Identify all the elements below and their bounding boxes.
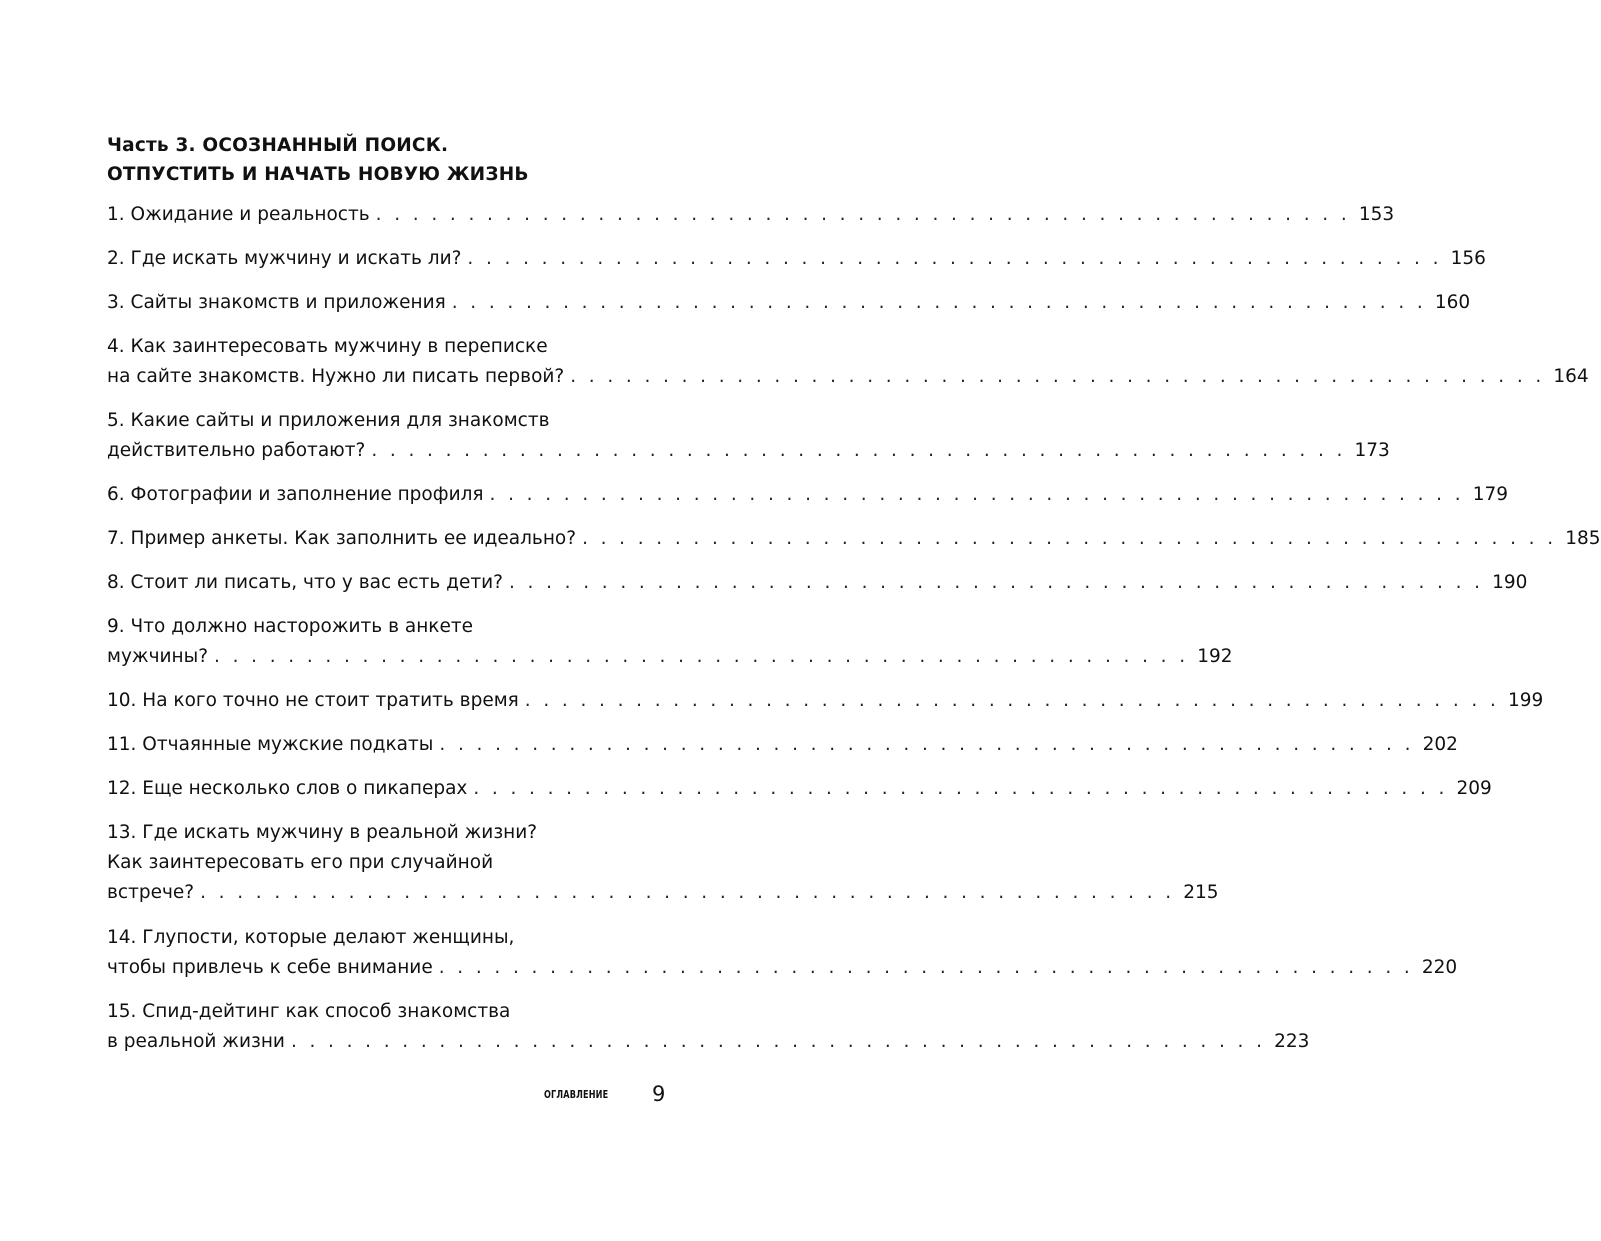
toc-entry-last-line <box>107 953 1458 983</box>
dot-leader: . . . . . . . . . . . . . . . . . . . . . . . . . . . . . . . . . . . . . . . . . . . . . . . . . . . . . <box>438 957 1414 978</box>
toc-entry-title: встрече? <box>107 882 195 903</box>
dot-leader: . . . . . . . . . . . . . . . . . . . . . . . . . . . . . . . . . . . . . . . . . . . . . . . . . . . . . <box>375 204 1351 225</box>
part-heading <box>107 131 707 189</box>
toc-entry-title: 15. Спид-дейтинг как способ знакомства <box>107 1001 511 1022</box>
toc-entry <box>107 774 1492 804</box>
toc-page-number: 192 <box>1197 646 1233 667</box>
toc-entry-title: 3. Сайты знакомств и приложения <box>107 292 446 313</box>
toc-entry <box>107 288 1471 318</box>
dot-leader: . . . . . . . . . . . . . . . . . . . . . . . . . . . . . . . . . . . . . . . . . . . . . . . . . . . . . <box>290 1031 1266 1052</box>
toc-entry-title: 13. Где искать мужчину в реальной жизни? <box>107 822 538 843</box>
toc-entry <box>107 568 1528 598</box>
running-footer-label: ОГЛАВЛЕНИЕ <box>544 1088 609 1101</box>
toc-entry <box>107 524 1601 554</box>
toc-entry-last-line <box>107 436 1390 466</box>
dot-leader: . . . . . . . . . . . . . . . . . . . . . . . . . . . . . . . . . . . . . . . . . . . . . . . . . . . . . <box>524 690 1500 711</box>
toc-entry-title: 11. Отчаянные мужские подкаты <box>107 734 434 755</box>
toc-entry-title: мужчины? <box>107 646 209 667</box>
part-heading-line-2: ОТПУСТИТЬ И НАЧАТЬ НОВУЮ ЖИЗНЬ <box>107 164 529 185</box>
toc-entry-line <box>107 612 667 642</box>
toc-entry <box>107 406 1390 466</box>
toc-entry <box>107 332 1589 392</box>
toc-page-number: 202 <box>1422 734 1458 755</box>
dot-leader: . . . . . . . . . . . . . . . . . . . . . . . . . . . . . . . . . . . . . . . . . . . . . . . . . . . . . <box>570 366 1545 387</box>
toc-entry-line <box>107 848 667 878</box>
toc-page-number: 156 <box>1450 248 1486 269</box>
toc-entry-last-line <box>107 480 1509 510</box>
toc-page-number: 173 <box>1354 440 1390 461</box>
toc-entry-last-line <box>107 878 1219 908</box>
toc-entry-line <box>107 997 667 1027</box>
toc-entry <box>107 200 1395 230</box>
toc-entry-title: 2. Где искать мужчину и искать ли? <box>107 248 462 269</box>
dot-leader: . . . . . . . . . . . . . . . . . . . . . . . . . . . . . . . . . . . . . . . . . . . . . . . . . . . . . <box>451 292 1427 313</box>
toc-entry-last-line <box>107 686 1544 716</box>
dot-leader: . . . . . . . . . . . . . . . . . . . . . . . . . . . . . . . . . . . . . . . . . . . . . . . . . . . . . <box>582 528 1557 549</box>
toc-entry-last-line <box>107 200 1395 230</box>
toc-entry <box>107 997 1310 1057</box>
dot-leader: . . . . . . . . . . . . . . . . . . . . . . . . . . . . . . . . . . . . . . . . . . . . . . . . . . . . . <box>371 440 1346 461</box>
toc-page-number: 209 <box>1456 778 1492 799</box>
toc-page-number: 220 <box>1421 957 1458 978</box>
toc-entry-last-line <box>107 568 1528 598</box>
toc-page-number: 223 <box>1274 1031 1310 1052</box>
toc-entry-last-line <box>107 524 1601 554</box>
toc-page-number: 153 <box>1358 204 1395 225</box>
toc-entry-title: 10. На кого точно не стоит тратить время <box>107 690 519 711</box>
toc-entry <box>107 686 1544 716</box>
toc-entry-title: 7. Пример анкеты. Как заполнить ее идеально? <box>107 528 577 549</box>
dot-leader: . . . . . . . . . . . . . . . . . . . . . . . . . . . . . . . . . . . . . . . . . . . . . . . . . . . . . <box>467 248 1442 269</box>
toc-entry-title: чтобы привлечь к себе внимание <box>107 957 433 978</box>
dot-leader: . . . . . . . . . . . . . . . . . . . . . . . . . . . . . . . . . . . . . . . . . . . . . . . . . . . . . <box>200 882 1175 903</box>
toc-page-number: 160 <box>1434 292 1471 313</box>
dot-leader: . . . . . . . . . . . . . . . . . . . . . . . . . . . . . . . . . . . . . . . . . . . . . . . . . . . . . <box>489 484 1465 505</box>
toc-entry-last-line <box>107 244 1486 274</box>
toc-page-number: 215 <box>1183 882 1219 903</box>
toc-entry-last-line <box>107 642 1233 672</box>
toc-entry <box>107 244 1486 274</box>
toc-entry-title: 8. Стоит ли писать, что у вас есть дети? <box>107 572 503 593</box>
toc-entry-title: на сайте знакомств. Нужно ли писать первой? <box>107 366 565 387</box>
toc-page-number: 164 <box>1553 366 1589 387</box>
toc-entry-line <box>107 406 667 436</box>
dot-leader: . . . . . . . . . . . . . . . . . . . . . . . . . . . . . . . . . . . . . . . . . . . . . . . . . . . . . <box>439 734 1414 755</box>
toc-entry <box>107 923 1458 983</box>
toc-entry <box>107 818 1219 908</box>
dot-leader: . . . . . . . . . . . . . . . . . . . . . . . . . . . . . . . . . . . . . . . . . . . . . . . . . . . . . <box>214 646 1189 667</box>
toc-page-number: 190 <box>1492 572 1528 593</box>
toc-entry-title: 5. Какие сайты и приложения для знакомств <box>107 410 550 431</box>
toc-entry-title: Как заинтересовать его при случайной <box>107 852 494 873</box>
toc-entry-title: в реальной жизни <box>107 1031 285 1052</box>
part-heading-line-1: Часть 3. ОСОЗНАННЫЙ ПОИСК. <box>107 135 449 156</box>
page-number: 9 <box>652 1082 666 1106</box>
dot-leader: . . . . . . . . . . . . . . . . . . . . . . . . . . . . . . . . . . . . . . . . . . . . . . . . . . . . . <box>508 572 1484 593</box>
dot-leader: . . . . . . . . . . . . . . . . . . . . . . . . . . . . . . . . . . . . . . . . . . . . . . . . . . . . . <box>473 778 1448 799</box>
toc-entry-title: 6. Фотографии и заполнение профиля <box>107 484 484 505</box>
toc-entry-title: 12. Еще несколько слов о пикаперах <box>107 778 468 799</box>
toc-entry-last-line <box>107 362 1589 392</box>
toc-entry-title: 1. Ожидание и реальность <box>107 204 370 225</box>
toc-entry-line <box>107 923 667 953</box>
toc-page-number: 199 <box>1507 690 1544 711</box>
toc-entry-last-line <box>107 288 1471 318</box>
toc-entry <box>107 612 1233 672</box>
toc-entry <box>107 480 1509 510</box>
toc-entry <box>107 730 1458 760</box>
toc-entry-last-line <box>107 774 1492 804</box>
toc-entry-title: 9. Что должно насторожить в анкете <box>107 616 474 637</box>
toc-entry-line <box>107 818 667 848</box>
toc-entry-last-line <box>107 1027 1310 1057</box>
toc-entry-title: 14. Глупости, которые делают женщины, <box>107 927 515 948</box>
toc-entry-title: действительно работают? <box>107 440 366 461</box>
toc-page-number: 185 <box>1565 528 1601 549</box>
toc-entry-last-line <box>107 730 1458 760</box>
toc-page-number: 179 <box>1472 484 1509 505</box>
toc-entry-title: 4. Как заинтересовать мужчину в переписке <box>107 336 548 357</box>
toc-entry-line <box>107 332 667 362</box>
